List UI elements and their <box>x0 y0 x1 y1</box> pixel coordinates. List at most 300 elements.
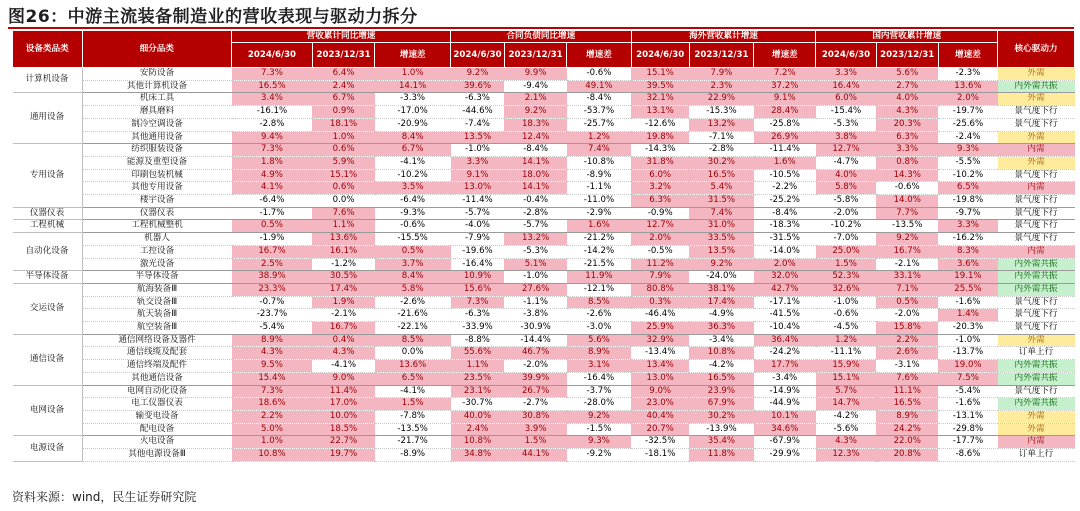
value-cell: -7.0% <box>816 233 876 246</box>
value-cell: -21.5% <box>567 258 631 271</box>
value-cell: 22.7% <box>312 436 374 449</box>
value-cell: 16.5% <box>232 80 313 93</box>
value-cell: -1.7% <box>232 207 313 220</box>
subcategory-cell: 半导体设备 <box>82 271 231 284</box>
value-cell: -2.6% <box>567 309 631 322</box>
subcategory-cell: 其他专用设备 <box>82 182 231 195</box>
value-cell: -2.0% <box>876 309 938 322</box>
value-cell: -8.4% <box>567 93 631 106</box>
driver-badge: 景气度下行 <box>998 106 1075 119</box>
value-cell: 16.5% <box>876 398 938 411</box>
table-row <box>13 156 1075 169</box>
value-cell: -4.0% <box>451 220 505 233</box>
value-cell: 23.5% <box>451 372 505 385</box>
value-cell: -5.3% <box>504 245 566 258</box>
value-cell: 1.0% <box>312 131 374 144</box>
value-cell: 3.3% <box>938 220 997 233</box>
value-cell: 6.7% <box>312 93 374 106</box>
table-row <box>13 93 1075 106</box>
value-cell: -10.5% <box>754 169 816 182</box>
value-cell: 19.7% <box>312 449 374 462</box>
value-cell: 13.6% <box>312 233 374 246</box>
value-cell: 1.5% <box>816 258 876 271</box>
driver-badge: 外需 <box>998 131 1075 144</box>
value-cell: 9.2% <box>567 410 631 423</box>
header-driver: 核心驱动力 <box>998 31 1075 68</box>
value-cell: 11.8% <box>689 449 753 462</box>
value-cell: 6.5% <box>375 372 451 385</box>
value-cell: 6.3% <box>631 195 689 208</box>
value-cell: -2.4% <box>938 131 997 144</box>
subcategory-cell: 电工仪器仪表 <box>82 398 231 411</box>
value-cell: 15.4% <box>232 372 313 385</box>
value-cell: -10.2% <box>938 169 997 182</box>
value-cell: 35.4% <box>689 436 753 449</box>
value-cell: 2.1% <box>504 93 566 106</box>
value-cell: 13.0% <box>451 182 505 195</box>
value-cell: 11.1% <box>876 385 938 398</box>
value-cell: 28.4% <box>754 106 816 119</box>
subcategory-cell: 其他通用设备 <box>82 131 231 144</box>
value-cell: 20.7% <box>631 423 689 436</box>
subcategory-cell: 工控设备 <box>82 245 231 258</box>
value-cell: 16.7% <box>312 322 374 335</box>
value-cell: 4.9% <box>232 169 313 182</box>
table-row <box>13 169 1075 182</box>
subcategory-cell: 电网自动化设备 <box>82 385 231 398</box>
table-row <box>13 334 1075 347</box>
value-cell: -6.4% <box>232 195 313 208</box>
driver-badge: 内需 <box>998 436 1075 449</box>
driver-badge: 外需 <box>998 334 1075 347</box>
value-cell: 30.5% <box>312 271 374 284</box>
value-cell: 33.1% <box>876 271 938 284</box>
value-cell: -2.8% <box>689 144 753 157</box>
subcategory-cell: 配电设备 <box>82 423 231 436</box>
driver-badge: 景气度下行 <box>998 195 1075 208</box>
subcategory-cell: 能源及重型设备 <box>82 156 231 169</box>
value-cell: 23.1% <box>451 385 505 398</box>
value-cell: 40.0% <box>451 410 505 423</box>
value-cell: 14.1% <box>504 182 566 195</box>
value-cell: 3.6% <box>938 258 997 271</box>
header-group-contract-liabilities: 合同负债同比增速 <box>451 31 632 43</box>
subcategory-cell: 机床工具 <box>82 93 231 106</box>
value-cell: 7.6% <box>312 207 374 220</box>
table-row <box>13 410 1075 423</box>
value-cell: 0.5% <box>375 245 451 258</box>
value-cell: 1.8% <box>232 156 313 169</box>
category-cell: 半导体设备 <box>13 271 83 284</box>
value-cell: 5.8% <box>375 283 451 296</box>
value-cell: 2.0% <box>631 233 689 246</box>
value-cell: 14.0% <box>876 195 938 208</box>
value-cell: -18.3% <box>754 220 816 233</box>
value-cell: -2.1% <box>876 258 938 271</box>
table-row <box>13 195 1075 208</box>
table-row <box>13 80 1075 93</box>
value-cell: 26.9% <box>754 131 816 144</box>
value-cell: 17.0% <box>312 398 374 411</box>
value-cell: -0.7% <box>232 296 313 309</box>
category-cell: 仪器仪表 <box>13 207 83 220</box>
table-row <box>13 207 1075 220</box>
value-cell: -9.3% <box>375 207 451 220</box>
value-cell: -3.8% <box>504 309 566 322</box>
driver-badge: 内外需共振 <box>998 283 1075 296</box>
value-cell: 8.9% <box>876 410 938 423</box>
value-cell: -21.7% <box>375 436 451 449</box>
value-cell: 13.6% <box>375 360 451 373</box>
subcategory-cell: 安防设备 <box>82 68 231 81</box>
table-row <box>13 182 1075 195</box>
value-cell: 36.4% <box>754 334 816 347</box>
value-cell: 17.4% <box>689 296 753 309</box>
value-cell: -30.9% <box>504 322 566 335</box>
table-row <box>13 220 1075 233</box>
value-cell: 0.9% <box>312 106 374 119</box>
value-cell: -32.5% <box>631 436 689 449</box>
value-cell: -7.9% <box>451 233 505 246</box>
value-cell: 0.5% <box>876 296 938 309</box>
value-cell: 7.9% <box>689 68 753 81</box>
value-cell: 32.0% <box>754 271 816 284</box>
driver-badge: 景气度下行 <box>998 233 1075 246</box>
value-cell: 10.9% <box>451 271 505 284</box>
value-cell: 39.5% <box>631 80 689 93</box>
value-cell: 52.3% <box>816 271 876 284</box>
header-subcategory: 细分品类 <box>82 31 231 68</box>
value-cell: -2.8% <box>504 207 566 220</box>
value-cell: 8.9% <box>567 347 631 360</box>
value-cell: 7.4% <box>689 207 753 220</box>
value-cell: -20.9% <box>375 118 451 131</box>
value-cell: 15.1% <box>816 372 876 385</box>
value-cell: -23.7% <box>232 309 313 322</box>
value-cell: 16.5% <box>689 372 753 385</box>
value-cell: -17.1% <box>754 296 816 309</box>
value-cell: 18.5% <box>312 423 374 436</box>
driver-badge: 内需 <box>998 144 1075 157</box>
value-cell: 0.0% <box>375 347 451 360</box>
value-cell: 10.1% <box>754 410 816 423</box>
value-cell: 9.5% <box>232 360 313 373</box>
value-cell: 31.0% <box>689 220 753 233</box>
value-cell: -29.8% <box>938 423 997 436</box>
value-cell: 38.9% <box>232 271 313 284</box>
value-cell: 25.9% <box>631 322 689 335</box>
driver-badge: 景气度下行 <box>998 322 1075 335</box>
category-cell: 通信设备 <box>13 334 83 385</box>
subcategory-cell: 工程机械整机 <box>82 220 231 233</box>
value-cell: 0.6% <box>312 182 374 195</box>
value-cell: -5.7% <box>451 207 505 220</box>
value-cell: -2.9% <box>567 207 631 220</box>
value-cell: 44.1% <box>504 449 566 462</box>
table-row <box>13 233 1075 246</box>
value-cell: 7.3% <box>232 385 313 398</box>
driver-badge: 订单上行 <box>998 347 1075 360</box>
header-date-previous: 2023/12/31 <box>312 43 374 68</box>
value-cell: -5.3% <box>816 118 876 131</box>
subcategory-cell: 航海装备Ⅲ <box>82 283 231 296</box>
header-date-current: 2024/6/30 <box>631 43 689 68</box>
table-row <box>13 398 1075 411</box>
subcategory-cell: 其他通信设备 <box>82 372 231 385</box>
value-cell: -9.7% <box>938 207 997 220</box>
value-cell: -9.4% <box>504 80 566 93</box>
value-cell: -10.8% <box>567 156 631 169</box>
value-cell: 0.4% <box>312 334 374 347</box>
value-cell: -5.7% <box>504 220 566 233</box>
value-cell: 24.2% <box>876 423 938 436</box>
value-cell: 3.9% <box>504 423 566 436</box>
value-cell: 2.2% <box>232 410 313 423</box>
value-cell: 6.4% <box>312 68 374 81</box>
value-cell: -19.7% <box>938 106 997 119</box>
value-cell: -11.1% <box>816 347 876 360</box>
value-cell: 13.5% <box>451 131 505 144</box>
value-cell: -20.3% <box>938 322 997 335</box>
driver-badge: 内外需共振 <box>998 398 1075 411</box>
table-row <box>13 423 1075 436</box>
source-note: 资料来源：wind，民生证券研究院 <box>12 490 197 504</box>
value-cell: -5.4% <box>232 322 313 335</box>
value-cell: -8.4% <box>754 207 816 220</box>
value-cell: -0.9% <box>631 207 689 220</box>
revenue-driver-table <box>12 30 1075 462</box>
value-cell: -14.0% <box>754 245 816 258</box>
value-cell: 37.2% <box>754 80 816 93</box>
table-row <box>13 131 1075 144</box>
value-cell: 7.3% <box>451 296 505 309</box>
value-cell: -24.2% <box>754 347 816 360</box>
header-group-revenue: 营收累计同比增速 <box>232 31 451 43</box>
value-cell: 4.3% <box>232 347 313 360</box>
value-cell: 34.6% <box>754 423 816 436</box>
value-cell: 25.0% <box>816 245 876 258</box>
value-cell: -8.9% <box>375 449 451 462</box>
value-cell: 9.1% <box>754 93 816 106</box>
value-cell: 5.9% <box>312 156 374 169</box>
subcategory-cell: 印刷包装机械 <box>82 169 231 182</box>
subcategory-cell: 制冷空调设备 <box>82 118 231 131</box>
value-cell: -5.5% <box>938 156 997 169</box>
value-cell: -28.0% <box>567 398 631 411</box>
value-cell: 3.3% <box>451 156 505 169</box>
value-cell: 1.1% <box>451 360 505 373</box>
value-cell: -44.6% <box>451 106 505 119</box>
subcategory-cell: 仪器仪表 <box>82 207 231 220</box>
value-cell: -13.1% <box>938 410 997 423</box>
value-cell: -3.1% <box>876 360 938 373</box>
driver-badge: 景气度下行 <box>998 207 1075 220</box>
driver-badge: 景气度下行 <box>998 309 1075 322</box>
value-cell: 9.1% <box>451 169 505 182</box>
subcategory-cell: 其他电源设备Ⅲ <box>82 449 231 462</box>
value-cell: 14.1% <box>375 80 451 93</box>
value-cell: -3.4% <box>689 334 753 347</box>
subcategory-cell: 航天装备Ⅲ <box>82 309 231 322</box>
driver-badge: 外需 <box>998 156 1075 169</box>
value-cell: -21.6% <box>375 309 451 322</box>
value-cell: -10.2% <box>375 169 451 182</box>
value-cell: -13.4% <box>631 347 689 360</box>
driver-badge: 外需 <box>998 68 1075 81</box>
header-date-current: 2024/6/30 <box>816 43 876 68</box>
header-growth-diff: 增速差 <box>754 43 816 68</box>
value-cell: -15.4% <box>816 106 876 119</box>
value-cell: 16.4% <box>816 80 876 93</box>
value-cell: 2.0% <box>938 93 997 106</box>
value-cell: 4.1% <box>232 182 313 195</box>
value-cell: -6.4% <box>375 195 451 208</box>
value-cell: 31.8% <box>631 156 689 169</box>
value-cell: -17.7% <box>938 436 997 449</box>
table-row <box>13 258 1075 271</box>
value-cell: -2.0% <box>504 360 566 373</box>
driver-badge: 内外需共振 <box>998 258 1075 271</box>
value-cell: -25.7% <box>567 118 631 131</box>
header-category: 设备类品类 <box>13 31 83 68</box>
value-cell: 31.5% <box>689 195 753 208</box>
value-cell: 2.4% <box>451 423 505 436</box>
value-cell: -5.6% <box>816 423 876 436</box>
value-cell: -2.7% <box>504 398 566 411</box>
subcategory-cell: 轨交设备Ⅲ <box>82 296 231 309</box>
value-cell: 5.7% <box>816 385 876 398</box>
value-cell: 3.3% <box>816 68 876 81</box>
value-cell: 23.3% <box>232 283 313 296</box>
value-cell: -4.5% <box>816 322 876 335</box>
value-cell: -1.6% <box>938 296 997 309</box>
driver-badge: 外需 <box>998 93 1075 106</box>
value-cell: 1.6% <box>567 220 631 233</box>
value-cell: -1.0% <box>504 271 566 284</box>
value-cell: -14.3% <box>631 144 689 157</box>
value-cell: 39.6% <box>451 80 505 93</box>
value-cell: 13.0% <box>631 372 689 385</box>
value-cell: 15.9% <box>816 360 876 373</box>
value-cell: 39.9% <box>504 372 566 385</box>
value-cell: 23.9% <box>689 385 753 398</box>
value-cell: 30.2% <box>689 410 753 423</box>
value-cell: 6.0% <box>631 169 689 182</box>
value-cell: 2.2% <box>876 334 938 347</box>
category-cell: 专用设备 <box>13 144 83 208</box>
category-cell: 工程机械 <box>13 220 83 233</box>
value-cell: 5.6% <box>567 334 631 347</box>
value-cell: 22.0% <box>876 436 938 449</box>
value-cell: 1.6% <box>754 156 816 169</box>
driver-badge: 内需 <box>998 182 1075 195</box>
value-cell: -25.8% <box>754 118 816 131</box>
value-cell: 11.9% <box>567 271 631 284</box>
title-underline <box>8 27 1074 29</box>
value-cell: -1.0% <box>816 296 876 309</box>
value-cell: -16.2% <box>938 233 997 246</box>
driver-badge: 内外需共振 <box>998 80 1075 93</box>
value-cell: -5.8% <box>816 195 876 208</box>
value-cell: -14.9% <box>754 385 816 398</box>
value-cell: -4.9% <box>689 309 753 322</box>
value-cell: -15.5% <box>375 233 451 246</box>
driver-badge: 内外需共振 <box>998 271 1075 284</box>
value-cell: 2.0% <box>754 258 816 271</box>
header-group-overseas-revenue: 海外营收累计增速 <box>631 31 816 43</box>
value-cell: 80.8% <box>631 283 689 296</box>
value-cell: 19.1% <box>938 271 997 284</box>
value-cell: -29.9% <box>754 449 816 462</box>
value-cell: 14.3% <box>876 169 938 182</box>
value-cell: -1.0% <box>451 144 505 157</box>
value-cell: -1.0% <box>938 334 997 347</box>
value-cell: -33.9% <box>451 322 505 335</box>
value-cell: -14.4% <box>504 334 566 347</box>
driver-badge: 外需 <box>998 410 1075 423</box>
subcategory-cell: 火电设备 <box>82 436 231 449</box>
value-cell: -4.1% <box>312 360 374 373</box>
value-cell: 7.2% <box>754 68 816 81</box>
value-cell: 15.6% <box>451 283 505 296</box>
value-cell: 3.5% <box>375 182 451 195</box>
value-cell: 15.8% <box>876 322 938 335</box>
table-row <box>13 360 1075 373</box>
value-cell: 18.0% <box>504 169 566 182</box>
value-cell: 5.4% <box>689 182 753 195</box>
figure-title: 图26：中游主流装备制造业的营收表现与驱动力拆分 <box>8 7 418 27</box>
subcategory-cell: 输变电设备 <box>82 410 231 423</box>
value-cell: -31.5% <box>754 233 816 246</box>
value-cell: -15.3% <box>689 106 753 119</box>
value-cell: -46.4% <box>631 309 689 322</box>
value-cell: 17.7% <box>754 360 816 373</box>
value-cell: -1.1% <box>567 182 631 195</box>
value-cell: 3.1% <box>567 360 631 373</box>
value-cell: -8.8% <box>451 334 505 347</box>
value-cell: 1.0% <box>375 68 451 81</box>
value-cell: 8.4% <box>375 271 451 284</box>
header-date-previous: 2023/12/31 <box>504 43 566 68</box>
value-cell: 13.1% <box>631 106 689 119</box>
value-cell: -10.4% <box>754 322 816 335</box>
value-cell: 27.6% <box>504 283 566 296</box>
value-cell: -8.9% <box>567 169 631 182</box>
table-row <box>13 436 1075 449</box>
value-cell: 8.5% <box>567 296 631 309</box>
value-cell: 26.7% <box>504 385 566 398</box>
value-cell: 8.5% <box>375 334 451 347</box>
value-cell: 67.9% <box>689 398 753 411</box>
value-cell: 32.1% <box>631 93 689 106</box>
header-growth-diff: 增速差 <box>567 43 631 68</box>
subcategory-cell: 航空装备Ⅲ <box>82 322 231 335</box>
value-cell: 36.3% <box>689 322 753 335</box>
value-cell: 14.7% <box>816 398 876 411</box>
value-cell: 16.7% <box>232 245 313 258</box>
table-row <box>13 347 1075 360</box>
value-cell: 3.3% <box>876 144 938 157</box>
value-cell: -13.5% <box>876 220 938 233</box>
value-cell: 7.5% <box>938 372 997 385</box>
value-cell: 9.0% <box>312 372 374 385</box>
header-date-current: 2024/6/30 <box>451 43 505 68</box>
value-cell: -12.1% <box>567 283 631 296</box>
value-cell: 9.4% <box>232 131 313 144</box>
driver-badge: 景气度下行 <box>998 118 1075 131</box>
value-cell: -53.7% <box>567 106 631 119</box>
value-cell: 3.4% <box>232 93 313 106</box>
